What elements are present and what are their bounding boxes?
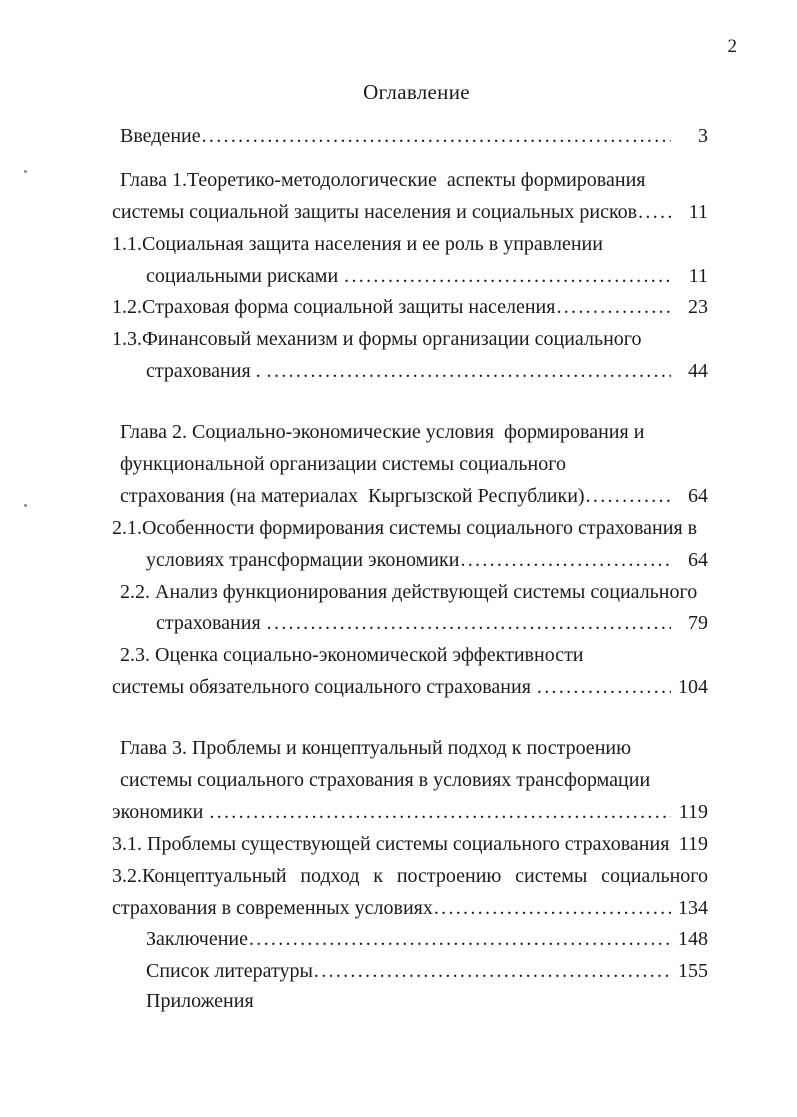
toc-dot-leader <box>586 481 671 513</box>
toc-dot-leader <box>638 197 671 229</box>
toc-line <box>112 577 708 609</box>
toc-line <box>112 733 708 765</box>
toc-page-number: 155 <box>678 960 708 983</box>
toc-line-text: Заключение <box>146 928 248 951</box>
toc-dot-leader <box>460 545 671 577</box>
toc-line-text: Приложения <box>146 990 254 1013</box>
toc-dot-leader <box>267 356 671 388</box>
toc-line <box>112 449 708 481</box>
toc-line-text: условиях трансформации экономики <box>146 548 460 571</box>
toc-line-text: Глава 3. Проблемы и концептуальный подход к построению <box>120 737 632 760</box>
toc-line-text: 2.1.Особенности формирования системы социального страхования в <box>112 516 698 539</box>
toc-dot-leader <box>670 829 671 861</box>
toc-line-text: 1.3.Финансовый механизм и формы организации социального <box>112 328 642 351</box>
toc-page-number: 104 <box>678 676 708 699</box>
toc-line <box>112 765 708 797</box>
toc-page-number: 134 <box>678 896 708 919</box>
page-number: 2 <box>727 36 737 57</box>
toc-line <box>112 829 708 861</box>
toc-line <box>112 229 708 261</box>
toc-page-number: 3 <box>698 125 708 147</box>
toc-dot-leader <box>209 797 671 829</box>
toc-line-text: системы социальной защиты населения и социальных рисков <box>112 200 638 223</box>
toc-spacer <box>112 153 708 165</box>
toc-line-text: 3.1. Проблемы существующей системы социального страхования <box>112 832 670 855</box>
toc-line-text: 1.2.Страховая форма социальной защиты населения <box>112 296 556 319</box>
toc-line <box>112 956 708 988</box>
toc-line-text: функциональной организации системы социального <box>120 453 566 476</box>
toc-dot-leader <box>434 893 671 925</box>
toc-page-number: 23 <box>688 296 708 319</box>
toc-line <box>112 861 708 893</box>
toc-dot-leader <box>249 924 671 956</box>
toc-line-text: страхования <box>156 612 266 635</box>
toc-page-number: 11 <box>688 264 708 287</box>
toc-dot-leader <box>556 292 671 324</box>
toc-line <box>112 197 708 229</box>
toc-page-number: 79 <box>688 612 708 635</box>
toc-line <box>112 988 708 1014</box>
toc-line-text: социальными рисками <box>146 264 344 287</box>
toc-line-text: страхования (на материалах Кыргызской Республики) <box>120 484 585 507</box>
toc-page-number: 64 <box>688 484 708 507</box>
toc-line <box>112 417 708 449</box>
toc-line-text: 3.2.Концептуальный подход к построению системы социального <box>112 864 708 887</box>
toc-line-text: 1.1.Социальная защита населения и ее роль в управлении <box>112 232 603 255</box>
toc-page-number: 11 <box>688 200 708 223</box>
toc-line <box>112 893 708 925</box>
toc-line <box>112 640 708 672</box>
toc-page-number: 64 <box>688 548 708 571</box>
toc-line <box>112 356 708 388</box>
toc-dot-leader <box>344 261 671 293</box>
toc-line <box>112 608 708 640</box>
toc-dot-leader <box>314 956 671 988</box>
toc-line <box>112 292 708 324</box>
toc-page-number: 44 <box>688 360 708 383</box>
toc-line-text: страхования . <box>146 360 266 383</box>
scan-speck <box>24 504 27 507</box>
toc-line <box>112 324 708 356</box>
toc-dot-leader <box>537 672 671 704</box>
toc-line <box>112 481 708 513</box>
toc-line <box>112 165 708 197</box>
toc-line-text: Глава 1.Теоретико-методологические аспекты формирования <box>120 168 646 191</box>
toc-spacer <box>112 704 708 733</box>
toc-page-number: 148 <box>678 928 708 951</box>
toc-line <box>112 513 708 545</box>
toc-line-text: 2.3. Оценка социально-экономической эффективности <box>120 644 584 667</box>
scan-speck <box>24 170 27 173</box>
toc-line-text: Введение <box>120 125 201 147</box>
toc-line <box>112 545 708 577</box>
toc-line-text: Глава 2. Социально-экономические условия формирования и <box>120 421 645 444</box>
toc-line-text: экономики <box>112 800 209 823</box>
toc-line-text: Список литературы <box>146 960 313 983</box>
toc-line <box>112 924 708 956</box>
toc-spacer <box>112 388 708 417</box>
toc-line-text: 2.2. Анализ функционирования действующей системы социального <box>120 580 698 603</box>
toc-line-text: страхования в современных условиях <box>112 896 433 919</box>
toc-line <box>112 672 708 704</box>
toc-dot-leader <box>267 608 671 640</box>
toc-dot-leader <box>202 121 671 153</box>
toc-line <box>112 261 708 293</box>
toc-page-number: 119 <box>678 832 708 855</box>
toc-line <box>112 121 708 153</box>
toc-line <box>112 797 708 829</box>
toc-line-text: системы социального страхования в условиях трансформации <box>120 769 651 792</box>
toc-title: Оглавление <box>363 80 470 104</box>
toc-page-number: 119 <box>678 800 708 823</box>
toc-line-text: системы обязательного социального страхования <box>112 676 536 699</box>
toc-list <box>112 121 708 1014</box>
